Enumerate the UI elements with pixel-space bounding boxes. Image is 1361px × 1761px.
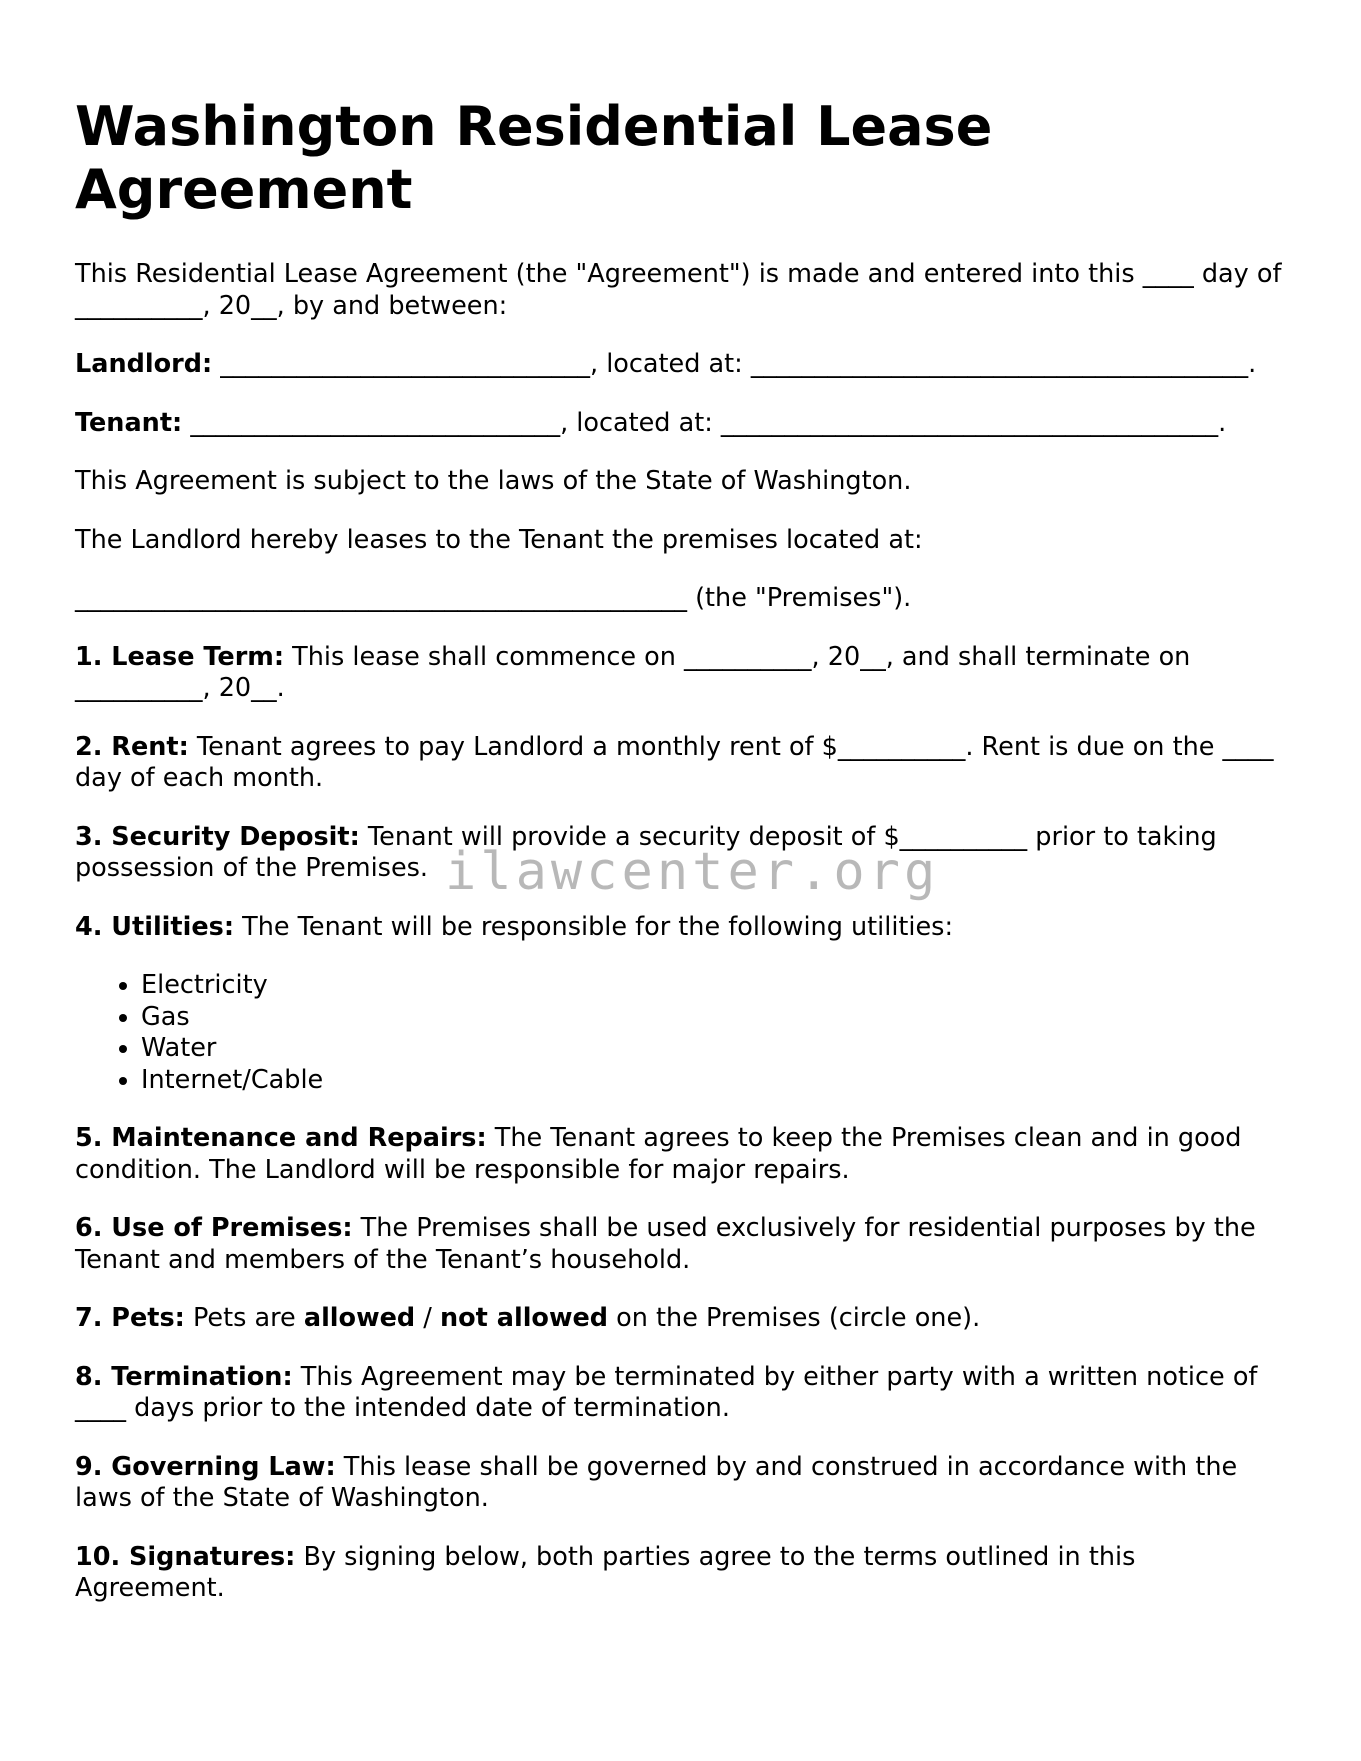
pets-post-text: on the Premises (circle one).	[608, 1303, 981, 1333]
section-signatures	[75, 1542, 1290, 1605]
premises-paragraph: ________________________________________________ (the "Premises").	[75, 583, 912, 613]
section-termination	[75, 1362, 1290, 1425]
section-text: By signing below, both parties agree to the terms outlined in this Agreement.	[75, 1541, 1136, 1603]
section-text: Tenant agrees to pay Landlord a monthly rent of $__________. Rent is due on the ____ day of each month.	[75, 731, 1274, 793]
section-maintenance	[75, 1123, 1290, 1186]
list-item: • Gas	[141, 1002, 1290, 1034]
section-text: The Tenant agrees to keep the Premises clean and in good condition. The Landlord will be responsible for major repairs.	[75, 1123, 1242, 1185]
landlord-label: Landlord:	[75, 349, 213, 379]
watermark: ilawcenter.org	[445, 842, 940, 902]
subject-paragraph: This Agreement is subject to the laws of the State of Washington.	[75, 466, 912, 496]
pets-not-allowed-option: not allowed	[440, 1303, 609, 1333]
section-lease-term	[75, 642, 1290, 705]
section-text: Tenant will provide a security deposit of $__________ prior to taking possession of the Premises.	[75, 821, 1217, 883]
pets-pre-text: Pets are	[184, 1303, 304, 1333]
tenant-text: _____________________________, located at: _______________________________________.	[182, 407, 1227, 438]
section-rent	[75, 732, 1290, 795]
section-text: The Tenant will be responsible for the following utilities:	[234, 911, 954, 942]
document-title: Washington Residential Lease Agreement	[75, 95, 993, 221]
leases-paragraph: The Landlord hereby leases to the Tenant the premises located at:	[75, 524, 923, 555]
section-label: 4. Utilities:	[75, 911, 235, 942]
section-text: This lease shall be governed by and construed in accordance with the laws of the State of Washington.	[75, 1451, 1238, 1513]
section-label: 10. Signatures:	[75, 1541, 296, 1572]
landlord-text: _____________________________, located at: _______________________________________.	[212, 349, 1257, 379]
tenant-label: Tenant:	[75, 407, 183, 438]
list-item: • Water	[141, 1033, 1290, 1065]
section-governing-law	[75, 1452, 1290, 1515]
section-utilities	[75, 912, 1290, 944]
section-label: 6. Use of Premises:	[75, 1213, 353, 1243]
section-label: 2. Rent:	[75, 731, 189, 762]
section-pets	[75, 1303, 1290, 1335]
section-text: This Agreement may be terminated by either party with a written notice of ____ days prior to the intended date of termination.	[75, 1361, 1258, 1423]
section-text: This lease shall commence on __________, 20__, and shall terminate on __________, 20__.	[75, 641, 1191, 703]
section-label: 5. Maintenance and Repairs:	[75, 1123, 487, 1153]
pets-allowed-option: allowed	[303, 1303, 416, 1333]
section-label: 1. Lease Term:	[75, 641, 285, 672]
utilities-list	[75, 970, 1290, 1096]
section-label: 8. Termination:	[75, 1361, 293, 1392]
landlord-paragraph	[75, 349, 1290, 381]
list-item: • Internet/Cable	[141, 1065, 1290, 1097]
section-label: 9. Governing Law:	[75, 1451, 336, 1482]
section-text: The Premises shall be used exclusively for residential purposes by the Tenant and members of the Tenant’s household.	[75, 1213, 1256, 1275]
section-label: 7. Pets:	[75, 1303, 185, 1333]
section-use-of-premises	[75, 1213, 1290, 1276]
list-item: • Electricity	[141, 970, 1290, 1002]
intro-paragraph: This Residential Lease Agreement (the "Agreement") is made and entered into this ____ day of __________, 20__, by and between:	[75, 259, 1282, 321]
pets-separator: /	[415, 1303, 440, 1333]
section-label: 3. Security Deposit:	[75, 821, 360, 852]
tenant-paragraph	[75, 408, 1290, 440]
